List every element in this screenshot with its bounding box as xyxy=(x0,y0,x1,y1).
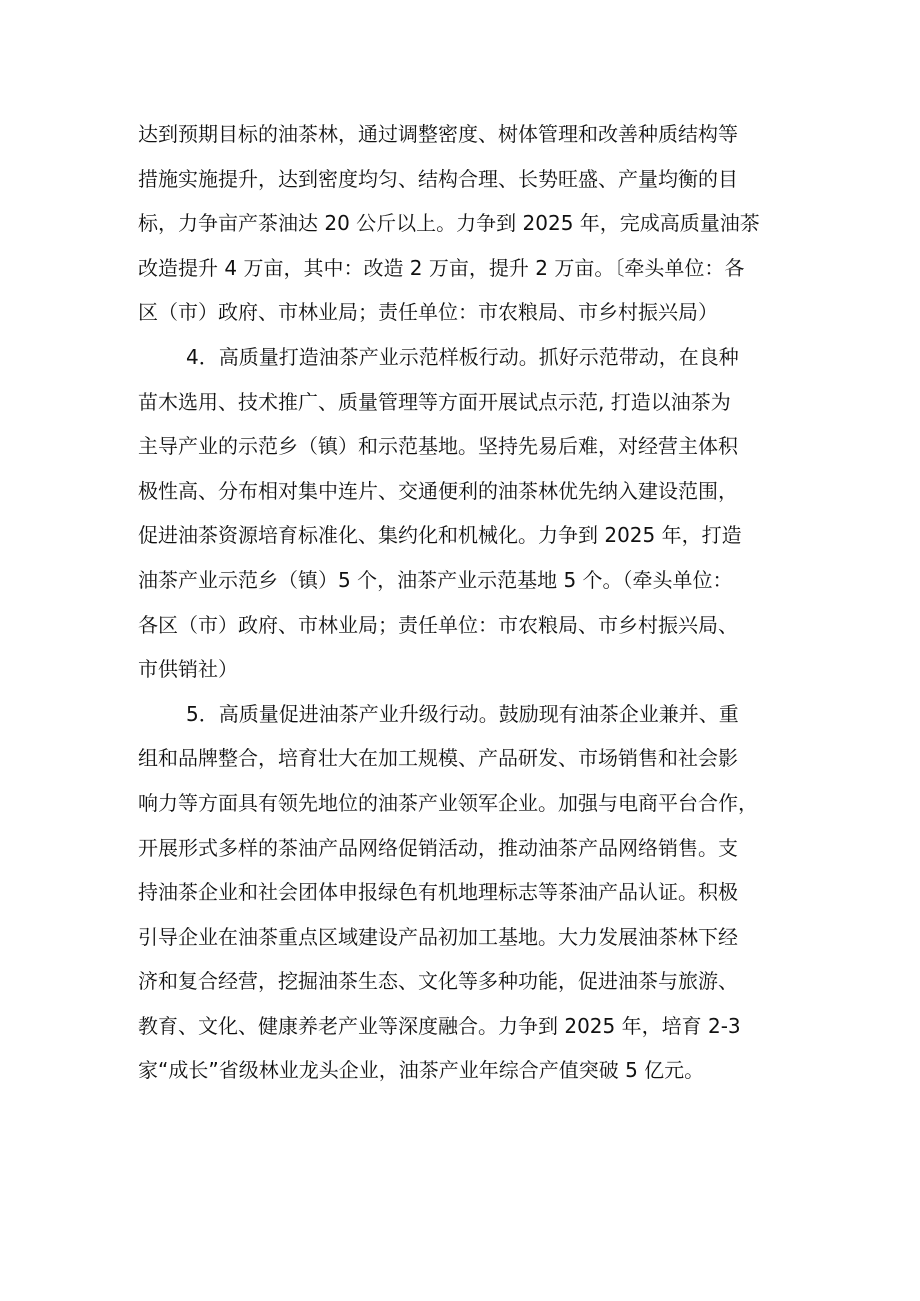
text-line: 家“成长”省级林业龙头企业，油茶产业年综合产值突破 5 亿元。 xyxy=(138,1058,705,1083)
text-line: 达到预期目标的油茶林，通过调整密度、树体管理和改善种质结构等 xyxy=(138,122,738,146)
text-line: 极性高、分布相对集中连片、交通便利的油茶林优先纳入建设范围， xyxy=(138,478,738,503)
text-line: 济和复合经营，挖掘油茶生态、文化等多种功能，促进油茶与旅游、 xyxy=(138,969,738,994)
section-5-heading-line: 5．高质量促进油茶产业升级行动。鼓励现有油茶企业兼并、重 xyxy=(186,701,739,726)
section-4-heading-line: 4．高质量打造油茶产业示范样板行动。抓好示范带动，在良种 xyxy=(186,344,739,369)
text-line: 促进油茶资源培育标准化、集约化和机械化。力争到 2025 年，打造 xyxy=(138,523,742,548)
text-line: 标，力争亩产茶油达 20 公斤以上。力争到 2025 年，完成高质量油茶 xyxy=(138,211,760,236)
text-line: 主导产业的示范乡（镇）和示范基地。坚持先易后难，对经营主体积 xyxy=(138,434,738,459)
text-line: 各区（市）政府、市林业局；责任单位：市农粮局、市乡村振兴局、 xyxy=(138,612,738,637)
text-line: 教育、文化、健康养老产业等深度融合。力争到 2025 年，培育 2-3 xyxy=(138,1013,741,1038)
text-line: 区（市）政府、市林业局；责任单位：市农粮局、市乡村振兴局） xyxy=(138,300,718,325)
text-line: 开展形式多样的茶油产品网络促销活动，推动油茶产品网络销售。支 xyxy=(138,835,738,860)
text-line: 持油茶企业和社会团体申报绿色有机地理标志等茶油产品认证。积极 xyxy=(138,880,738,905)
text-line: 引导企业在油茶重点区域建设产品初加工基地。大力发展油茶林下经 xyxy=(138,924,738,949)
text-line: 改造提升 4 万亩，其中：改造 2 万亩，提升 2 万亩。〔牵头单位：各 xyxy=(138,255,745,280)
text-line: 措施实施提升，达到密度均匀、结构合理、长势旺盛、产量均衡的目 xyxy=(138,166,738,191)
text-line: 市供销社） xyxy=(138,657,238,682)
document-body xyxy=(138,112,798,1093)
text-line: 响力等方面具有领先地位的油茶产业领军企业。加强与电商平台合作， xyxy=(138,790,758,815)
text-line: 油茶产业示范乡（镇）5 个，油茶产业示范基地 5 个。（牵头单位： xyxy=(138,567,733,592)
text-line: 苗木选用、技术推广、质量管理等方面开展试点示范, 打造以油茶为 xyxy=(138,389,731,414)
text-line: 组和品牌整合，培育壮大在加工规模、产品研发、市场销售和社会影 xyxy=(138,746,738,771)
